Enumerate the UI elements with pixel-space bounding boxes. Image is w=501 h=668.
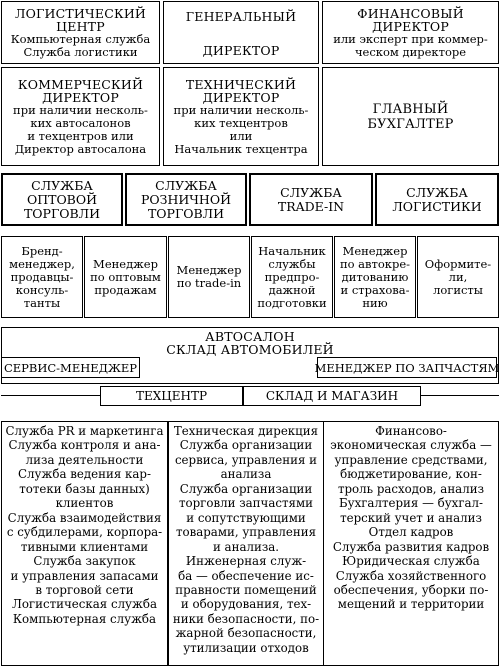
- box-line: БУХГАЛТЕР: [367, 116, 454, 132]
- column-line: экономическая служба —: [330, 438, 492, 453]
- column-line: тивными клиентами: [20, 539, 149, 554]
- box-line: СЛУЖБА: [406, 184, 468, 200]
- registrars-logisticians-box: [417, 236, 499, 318]
- parts-manager-label: МЕНЕДЖЕР ПО ЗАПЧАСТЯМ: [314, 360, 500, 375]
- column-line: Служба организации: [179, 438, 313, 453]
- column-line: торговли запчастями: [179, 496, 313, 511]
- box-line: ТОРГОВЛИ: [147, 205, 225, 221]
- box-line: Менеджер: [176, 263, 242, 277]
- logistics-center-box: [1, 1, 160, 64]
- column-line: ники безопасности, по-: [172, 611, 320, 626]
- column-line: Отдел кадров: [368, 525, 454, 540]
- box-line: ЛОГИСТИКИ: [392, 198, 482, 214]
- column-line: Финансово-: [375, 424, 447, 438]
- box-line: ли,: [448, 269, 468, 284]
- column-line: бюджетирование, кон-: [340, 467, 482, 482]
- service-manager-box: [1, 357, 140, 378]
- box-line: или: [229, 128, 253, 143]
- column-line: с субдилерами, корпора-: [6, 525, 163, 540]
- column-line: товарами, управления: [175, 525, 317, 540]
- warehouse-shop-box: [243, 386, 421, 406]
- general-director-box: [163, 1, 319, 64]
- box-line: ФИНАНСОВЫЙ: [357, 5, 464, 21]
- techcenter-line-left: [1, 395, 100, 396]
- box-line: службы: [268, 256, 316, 271]
- column-line: Служба организации: [179, 481, 313, 496]
- financial-director-box: [322, 1, 499, 64]
- box-line: Директор автосалона: [14, 141, 147, 156]
- column-line: Бухгалтерия — бухгал-: [338, 496, 484, 511]
- box-line: по оптовым: [90, 269, 161, 284]
- column-line: Компьютерная служба: [12, 611, 157, 626]
- retail-service-box: [125, 173, 247, 226]
- box-line: TRADE-IN: [277, 198, 345, 214]
- box-line: Начальник техцентра: [174, 141, 308, 156]
- box-line: ТОРГОВЛИ: [23, 205, 101, 221]
- column-line: Служба ведения кар-: [18, 467, 151, 482]
- autosalon-title: АВТОСАЛОН: [205, 329, 295, 344]
- chief-accountant-box: [322, 67, 499, 166]
- column-line: Юридическая служба: [342, 554, 480, 569]
- column-line: обеспечения, уборки по-: [333, 582, 489, 597]
- column-line: Служба PR и маркетинга: [5, 424, 164, 438]
- column-line: лиза деятельности: [25, 452, 144, 467]
- box-line: ДИРЕКТОР: [42, 89, 119, 105]
- box-line: ческом директоре: [354, 44, 467, 59]
- box-line: по автокре-: [339, 256, 411, 271]
- column-line: троль расходов, анализ: [337, 481, 485, 496]
- wholesale-service-box: [1, 173, 123, 226]
- box-line: КОММЕРЧЕСКИЙ: [17, 76, 144, 92]
- techcenter-line-right: [421, 395, 499, 396]
- column-line: Служба контроля и ана-: [8, 438, 161, 453]
- column-line: анализа: [220, 467, 272, 482]
- box-line: ких автосалонов: [30, 115, 131, 130]
- box-line: нию: [362, 295, 388, 310]
- wholesale-manager-box: [84, 236, 167, 318]
- box-line: Оформите-: [424, 256, 492, 271]
- column-line: в торговой сети: [35, 582, 134, 597]
- box-line: СЛУЖБА: [31, 177, 93, 193]
- technical-director-box: [163, 67, 319, 166]
- column-line: Служба хозяйственного: [335, 568, 487, 583]
- box-line: логисты: [433, 282, 483, 297]
- column-line: Техническая дирекция: [173, 424, 319, 438]
- box-line: СЛУЖБА: [155, 177, 217, 193]
- box-line: ДИРЕКТОР: [372, 18, 449, 34]
- brand-manager-box: [1, 236, 83, 318]
- box-line: ДИРЕКТОР: [202, 43, 280, 58]
- box-line: ЛОГИСТИЧЕСКИЙ: [14, 5, 147, 21]
- techcenter-box: [100, 386, 243, 406]
- techcenter-label: ТЕХЦЕНТР: [135, 389, 208, 403]
- box-line: дитованию: [341, 269, 409, 284]
- technical-directorate-column: [168, 421, 324, 666]
- column-line: и анализа.: [212, 539, 280, 554]
- column-line: правности помещений: [175, 582, 317, 597]
- presale-prep-head-box: [251, 236, 333, 318]
- box-line: продажам: [94, 282, 157, 297]
- warehouse-shop-label: СКЛАД И МАГАЗИН: [265, 389, 399, 403]
- column-line: Логистическая служба: [11, 597, 157, 612]
- box-line: подготовки: [257, 295, 327, 310]
- box-line: при наличии несколь-: [173, 102, 309, 117]
- parts-manager-box: [314, 357, 500, 378]
- box-line: менеджер,: [9, 256, 75, 271]
- box-line: ОПТОВОЙ: [26, 191, 98, 207]
- column-line: утилизации отходов: [183, 640, 309, 655]
- box-line: Менеджер: [342, 243, 408, 258]
- box-line: дажной: [268, 282, 316, 297]
- box-line: консуль-: [15, 282, 69, 297]
- column-line: Служба взаимодействия: [7, 510, 162, 525]
- trade-in-manager-box: [168, 236, 250, 318]
- box-line: СЛУЖБА: [280, 184, 342, 200]
- box-line: танты: [23, 295, 61, 310]
- box-line: ких техцентров: [194, 115, 288, 130]
- column-line: тотеки базы данных): [19, 481, 150, 496]
- column-line: сервиса, управления и: [174, 452, 318, 467]
- financial-services-column: [323, 421, 499, 666]
- box-line: ТЕХНИЧЕСКИЙ: [185, 76, 297, 92]
- column-line: и управления запасами: [10, 568, 159, 583]
- box-line: ЦЕНТР: [56, 18, 105, 34]
- column-line: и сопутствующими: [186, 510, 306, 525]
- commercial-director-box: [1, 67, 160, 166]
- column-line: управление средствами,: [334, 452, 488, 467]
- column-line: жарной безопасности,: [175, 626, 317, 641]
- box-line: РОЗНИЧНОЙ: [141, 191, 231, 207]
- column-line: и оборудования, тех-: [180, 597, 312, 612]
- box-line: Компьютерная служба: [10, 31, 151, 46]
- box-line: ГЕНЕРАЛЬНЫЙ: [185, 9, 297, 24]
- column-line: клиентов: [55, 496, 114, 511]
- box-line: Начальник: [258, 243, 326, 258]
- column-line: ба — обеспечение ис-: [178, 568, 314, 583]
- box-line: и техцентров или: [27, 128, 134, 143]
- box-line: Служба логистики: [23, 44, 138, 59]
- logistics-service-box: [375, 173, 499, 226]
- box-line: ГЛАВНЫЙ: [372, 101, 449, 117]
- box-line: и страхова-: [340, 282, 410, 297]
- credit-insurance-manager-box: [334, 236, 416, 318]
- commercial-services-column: [1, 421, 168, 666]
- box-line: Бренд-: [21, 243, 63, 258]
- box-line: ДИРЕКТОР: [202, 89, 280, 105]
- box-line: Менеджер: [93, 256, 158, 271]
- box-line: по trade-in: [176, 276, 242, 290]
- box-line: при наличии несколь-: [13, 102, 148, 117]
- column-line: Инженерная служ-: [185, 554, 307, 569]
- column-line: Служба развития кадров: [332, 539, 490, 554]
- column-line: мещений и территории: [337, 597, 485, 612]
- service-manager-label: СЕРВИС-МЕНЕДЖЕР: [3, 360, 138, 375]
- car-warehouse-title: СКЛАД АВТОМОБИЛЕЙ: [166, 342, 334, 357]
- column-line: терский учет и анализ: [340, 510, 482, 525]
- box-line: продавцы-: [10, 269, 74, 284]
- box-line: или эксперт при коммер-: [333, 31, 488, 46]
- column-line: Служба закупок: [33, 554, 136, 569]
- trade-in-service-box: [249, 173, 373, 226]
- box-line: предпро-: [264, 269, 320, 284]
